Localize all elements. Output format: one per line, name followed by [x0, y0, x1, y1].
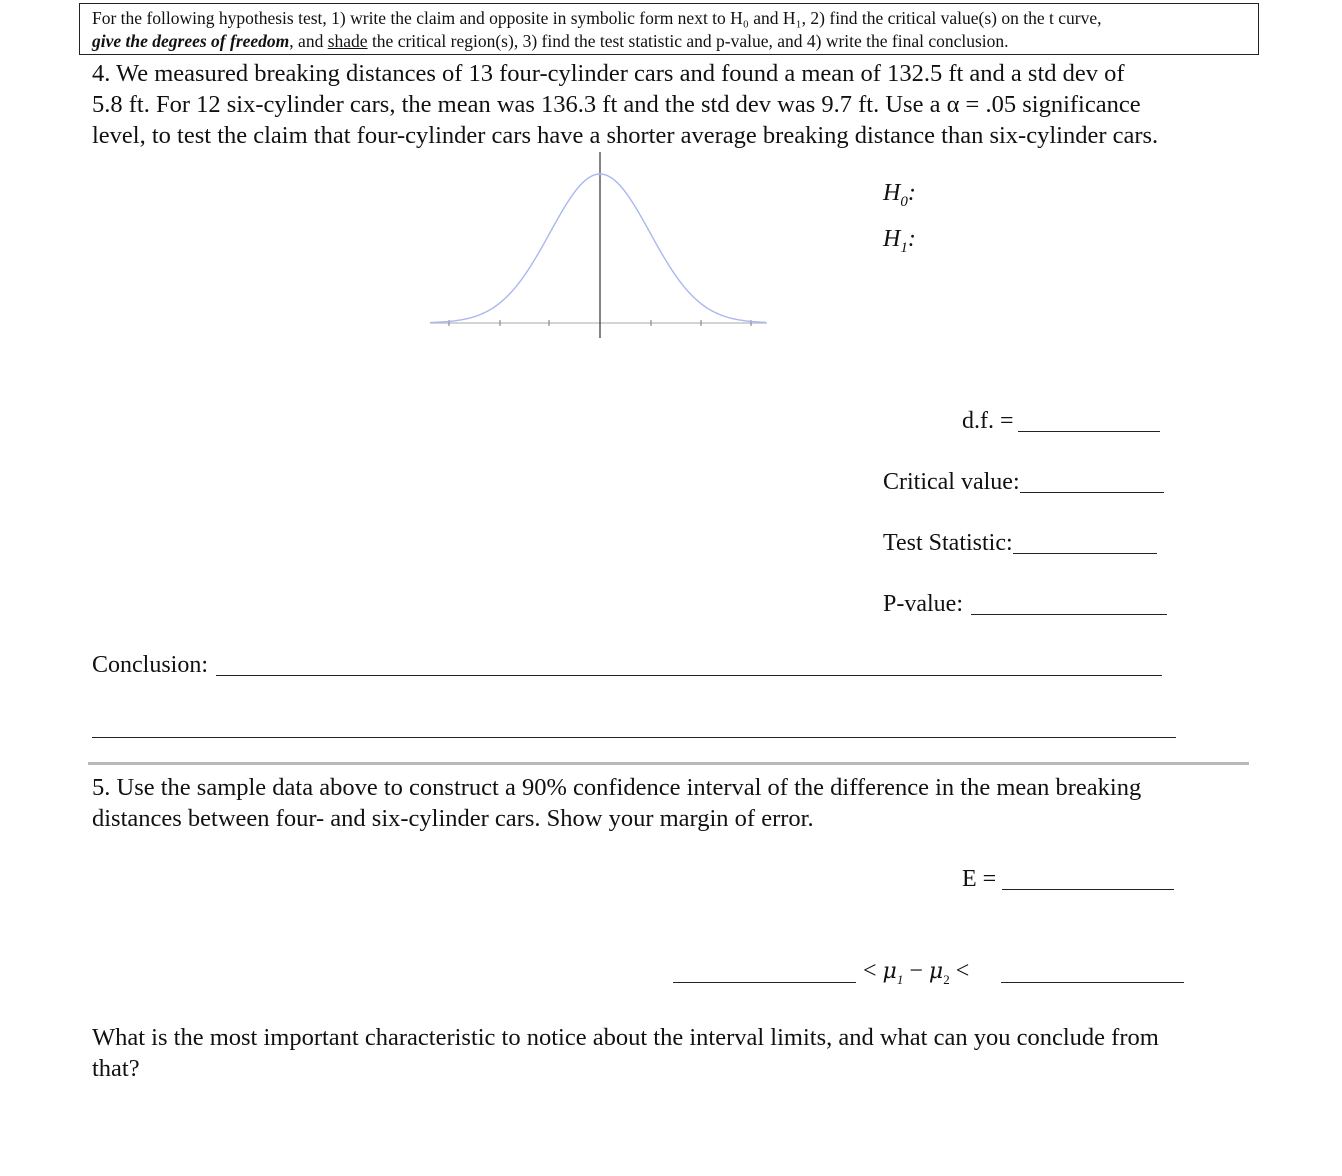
test-statistic-label: Test Statistic: [883, 530, 1013, 556]
p-value-blank[interactable] [971, 614, 1167, 615]
interpretation-question [92, 1022, 1159, 1084]
df-label: d.f. = [962, 408, 1014, 434]
confidence-interval-row [673, 958, 1193, 992]
critical-value-blank[interactable] [1020, 492, 1164, 493]
conclusion-blank-2[interactable] [92, 737, 1176, 738]
less-than-right: < [955, 958, 970, 984]
margin-of-error-field [962, 866, 1174, 893]
instructions-shade-word: shade [327, 31, 368, 51]
instructions-text: , and [289, 31, 328, 51]
critical-value-field [883, 469, 1164, 496]
interpretation-question-line-1: What is the most important characteristic to notice about the interval limits, and what can you conclude from [92, 1024, 1159, 1051]
question-4-line-1: 4. We measured breaking distances of 13 four-cylinder cars and found a mean of 132.5 ft and a std dev of [92, 60, 1125, 87]
test-statistic-blank[interactable] [1013, 553, 1157, 554]
instructions-text-end: the critical region(s), 3) find the test statistic and p-value, and 4) write the final conclusion. [367, 31, 1009, 51]
df-blank[interactable] [1018, 431, 1160, 432]
instructions-box [79, 3, 1259, 55]
mu-2: μ [928, 959, 944, 984]
conclusion-label: Conclusion: [92, 652, 209, 678]
instructions-line-1: For the following hypothesis test, 1) write the claim and opposite in symbolic form next to H₀ and H₁, 2) find the critical value(s) on the t curve, [92, 8, 1102, 28]
question-4-line-3: level, to test the claim that four-cylinder cars have a shorter average breaking distance than six-cylinder cars. [92, 122, 1159, 149]
question-5-line-2: distances between four- and six-cylinder cars. Show your margin of error. [92, 805, 814, 832]
df-field [962, 408, 1160, 435]
upper-limit-blank[interactable] [1001, 982, 1184, 983]
h1-label: $H_1$: [883, 226, 916, 256]
question-4 [92, 58, 1272, 151]
conclusion-field [92, 652, 1162, 679]
interval-expression [863, 958, 969, 988]
question-5 [92, 772, 1141, 834]
margin-of-error-label: E = [962, 866, 997, 892]
mu-1: μ [882, 959, 897, 984]
minus-sign: − [909, 958, 923, 984]
h0-label: $H_0$: [883, 180, 916, 210]
section-separator [88, 762, 1249, 765]
question-4-line-2: 5.8 ft. For 12 six-cylinder cars, the mean was 136.3 ft and the std dev was 9.7 ft. Use a α = .05 significance [92, 91, 1141, 118]
t-distribution-curve [430, 174, 766, 323]
margin-of-error-blank[interactable] [1002, 889, 1174, 890]
interpretation-question-line-2: that? [92, 1055, 140, 1082]
p-value-label: P-value: [883, 591, 963, 617]
lower-limit-blank[interactable] [673, 982, 856, 983]
instructions-emphasis: give the degrees of freedom [92, 31, 290, 51]
test-statistic-field [883, 530, 1157, 557]
instructions-line-2 [92, 31, 1009, 52]
mu-2-subscript: 2 [943, 971, 950, 987]
conclusion-blank-1[interactable] [216, 675, 1162, 676]
p-value-field [883, 591, 1167, 618]
t-curve-graph[interactable] [425, 150, 775, 345]
critical-value-label: Critical value: [883, 469, 1020, 495]
question-5-line-1: 5. Use the sample data above to construct a 90% confidence interval of the difference in the mean breaking [92, 774, 1142, 801]
mu-1-subscript: 1 [896, 971, 904, 987]
less-than-left: < [863, 958, 877, 984]
